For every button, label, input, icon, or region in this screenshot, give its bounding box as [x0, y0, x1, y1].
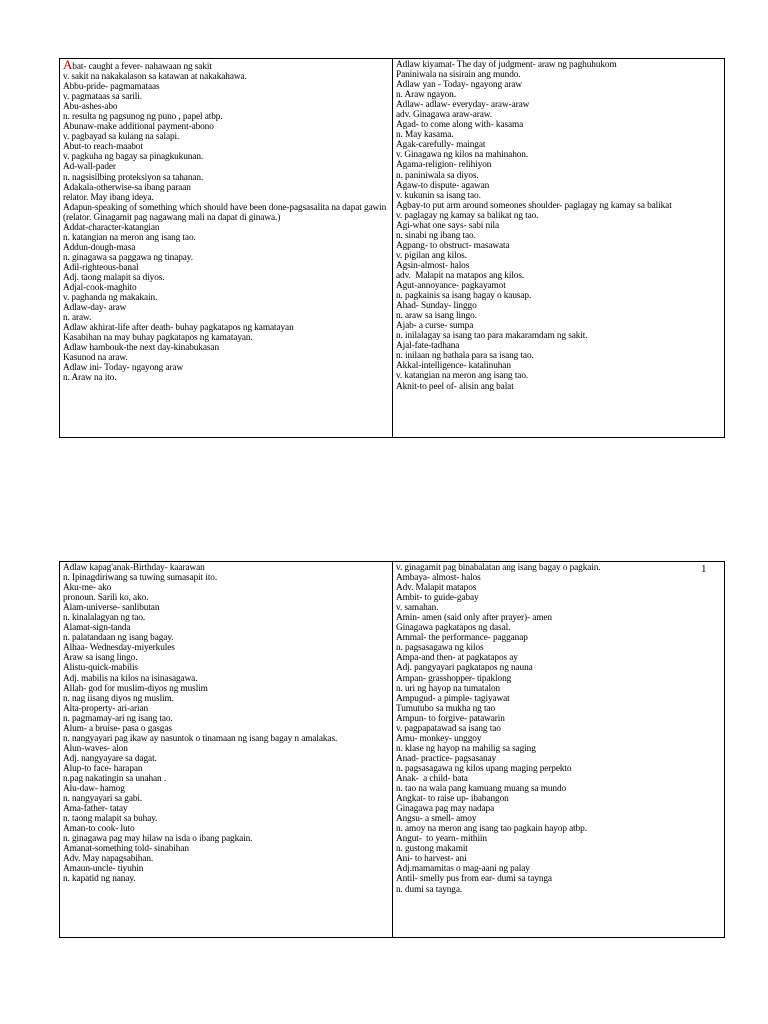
dictionary-entry-line: Adlaw- adlaw- everyday- araw-araw: [396, 100, 530, 111]
dictionary-entry-line: Adj. nangyayare sa dagat.: [63, 753, 157, 764]
drop-cap: A: [63, 59, 73, 72]
dictionary-entry-line: Alamat-sign-tanda: [63, 623, 131, 634]
dictionary-entry-line: Adv. May napagsabihan.: [63, 854, 154, 865]
dictionary-entry-line: Alun-waves- alon: [63, 743, 128, 754]
dictionary-entry-line: Ambit- to guide-gabay: [396, 593, 479, 604]
dictionary-entry-line: v. kukunin sa isang tao.: [396, 190, 481, 201]
dictionary-entry-line: Agbay-to put arm around someones shoulder- paglagay ng kamay sa balikat: [396, 200, 672, 211]
dictionary-entry-line: Agaw-to dispute- agawan: [396, 180, 490, 191]
dictionary-entry-line: n. uri ng hayop na tumatalon: [396, 683, 501, 694]
dictionary-entry-line: n. araw.: [63, 313, 92, 324]
page-number: 1: [701, 563, 707, 575]
dictionary-entry-line: Adlaw kiyamat- The day of judgment- araw ng paghuhukom: [396, 60, 617, 70]
dictionary-entry-line: Allah- god for muslim-diyos ng muslim: [63, 683, 208, 694]
dictionary-entry-line: Tumutubo sa mukha ng tao: [396, 703, 496, 714]
dictionary-entry-line: Adv. Malapit matapos: [396, 583, 477, 594]
dictionary-entry-line: n. amoy na meron ang isang tao pagkain hayop atbp.: [396, 824, 587, 835]
dictionary-entry-line: Paniniwala na sisirain ang mundo.: [396, 70, 521, 81]
dictionary-entry-line: Alu-daw- hamog: [63, 784, 125, 795]
dictionary-entry-line: n.pag nakatingin sa unahan .: [63, 773, 167, 784]
dictionary-entry-line: Abut-to reach-maabot: [63, 142, 143, 153]
table2-left-column: [60, 562, 392, 937]
dictionary-entry-line: n. dumi sa taynga.: [396, 884, 463, 895]
dictionary-entry-line: Adapun-speaking of something which should have been done-pagsasalita na dapat gawin (relator. Ginagamit pag nagawang mali na dapat di ginawa.): [63, 202, 387, 223]
dictionary-entry-line: Ampa-and then- at pagkatapos ay: [396, 653, 518, 664]
dictionary-entry-line: Addat-character-katangian: [63, 222, 160, 233]
dictionary-entry-line: Alhaa- Wednesday-miyerkules: [63, 643, 175, 654]
dictionary-entry-line: n. pagkainis sa isang bagay o kausap.: [396, 291, 532, 302]
dictionary-entry-line: Aku-me- ako: [63, 583, 112, 594]
dictionary-entry-line: v. paghanda ng makakain.: [63, 293, 158, 304]
dictionary-entry-line: Adlaw akhirat-life after death- buhay pagkatapos ng kamatayan: [63, 323, 294, 334]
dictionary-entry-line: n. tao na wala pang kamuang muang sa mundo: [396, 784, 567, 795]
dictionary-entry-line: n. pagsasagawa ng kilos upang maging perpekto: [396, 763, 572, 774]
dictionary-entry-line: Amaun-uncle- tiyuhin: [63, 864, 144, 875]
dictionary-entry-line: Ginagawa pag may nadapa: [396, 804, 495, 815]
dictionary-entry-line: n. nangyayari sa gabi.: [63, 794, 143, 805]
dictionary-entry-line: v. katangian na meron ang isang tao.: [396, 371, 529, 382]
dictionary-entry-line: n. sinabi ng ibang tao.: [396, 230, 476, 241]
dictionary-entry-line: v. paglagay ng kamay sa balikat ng tao.: [396, 210, 539, 221]
dictionary-entry-line: n. resulta ng pagsunog ng puno , papel atbp.: [63, 112, 223, 123]
dictionary-table-2: [59, 561, 725, 938]
dictionary-entry-line: n. Araw ngayon.: [396, 90, 456, 101]
dictionary-entry-line: Agut-annoyance- pagkayamot: [396, 281, 506, 292]
dictionary-entry-line: Agad- to come along with- kasama: [396, 120, 524, 131]
dictionary-entry-line: Agama-religion- relihiyon: [396, 160, 492, 171]
dictionary-entry-line: v. samahan.: [396, 603, 439, 614]
dictionary-entry-line: n. gustong makamit: [396, 844, 468, 855]
dictionary-entry-line: n. palatandaan ng isang bagay.: [63, 633, 174, 644]
dictionary-entry-line: Amanat-something told- sinabihan: [63, 844, 189, 855]
dictionary-entry-line: Kasunod na araw.: [63, 353, 128, 364]
dictionary-entry-line: Adakala-otherwise-sa ibang paraan: [63, 182, 191, 193]
dictionary-entry-line: n. araw sa isang lingo.: [396, 311, 477, 322]
dictionary-entry-line: n. katangian na meron ang isang tao.: [63, 232, 196, 243]
dictionary-entry-line: Ammal- the performance- pagganap: [396, 633, 528, 644]
dictionary-entry-line: v. pagkuha ng bagay sa pinagkukunan.: [63, 152, 204, 163]
table1-right-column: [392, 59, 724, 437]
dictionary-entry-line: Ama-father- tatay: [63, 804, 128, 815]
dictionary-entry-line: Akkal-intelligence- katalinuhan: [396, 361, 511, 372]
dictionary-entry-line: Adj.mamamitas o mag-aani ng palay: [396, 864, 530, 875]
dictionary-entry-line: n. May kasama.: [396, 130, 454, 141]
dictionary-entry-line: v. sakit na nakakalason sa katawan at nakakahawa.: [63, 72, 247, 83]
dictionary-entry-line: Antil- smelly pus from ear- dumi sa taynga: [396, 874, 552, 885]
dictionary-entry-line: Adlaw hambouk-the next day-kinabukasan: [63, 343, 220, 354]
dictionary-entry-line: v. pagpapatawad sa isang tao: [396, 723, 501, 734]
dictionary-entry-line: Ajab- a curse- sumpa: [396, 321, 474, 332]
table2-right-column: [392, 562, 724, 937]
dictionary-entry-line: Alta-property- ari-arian: [63, 703, 149, 714]
dictionary-entry-line: n. paniniwala sa diyos.: [396, 170, 479, 181]
dictionary-entry-line: Adj. mabilis na kilos na isinasagawa.: [63, 673, 198, 684]
dictionary-entry-line: Alum- a bruise- pasa o gasgas: [63, 723, 172, 734]
dictionary-entry-line: v. Ginagawa ng kilos na mahinahon.: [396, 150, 529, 161]
dictionary-entry-line: Ambaya- almost- halos: [396, 573, 481, 584]
dictionary-entry-line: Adjal-cook-maghito: [63, 283, 137, 294]
dictionary-entry-line: adv. Malapit na matapos ang kilos.: [396, 270, 525, 281]
dictionary-entry-line: Aman-to cook- luto: [63, 824, 135, 835]
dictionary-entry-line: n. nag iisang diyos ng muslim.: [63, 693, 174, 704]
dictionary-entry-line: Alam-universe- sanlibutan: [63, 603, 160, 614]
dictionary-entry-line: Adj. pangyayari pagkatapos ng nauna: [396, 663, 533, 674]
dictionary-entry-line: Agpang- to obstruct- masawata: [396, 240, 510, 251]
dictionary-entry-line: Ani- to harvest- ani: [396, 854, 467, 865]
dictionary-entry-line: n. kapatid ng nanay.: [63, 874, 136, 885]
dictionary-entry-line: Alup-to face- harapan: [63, 763, 143, 774]
dictionary-entry-line: Adlaw kapag'anak-Birthday- kaarawan: [63, 563, 205, 573]
dictionary-entry-line: n. pagmamay-ari ng isang tao.: [63, 713, 173, 724]
dictionary-entry-line: Angkat- to raise up- ibabangon: [396, 794, 509, 805]
dictionary-entry-line: Ad-wall-pader: [63, 162, 116, 173]
dictionary-entry-line: Ampun- to forgive- patawarin: [396, 713, 505, 724]
dictionary-entry-line: pronoun. Sarili ko, ako.: [63, 593, 149, 604]
dictionary-entry-line: Ampan- grasshopper- tipaklong: [396, 673, 512, 684]
dictionary-entry-line: Araw sa isang lingo.: [63, 653, 138, 664]
dictionary-entry-line: Angsu- a smell- amoy: [396, 814, 477, 825]
dictionary-entry-line: Adil-righteous-banal: [63, 262, 139, 273]
dictionary-entry-line: n. kinalalagyan ng tao.: [63, 613, 146, 624]
dictionary-entry-line: Adlaw-day- araw: [63, 303, 127, 314]
dictionary-entry-line: Agak-carefully- maingat: [396, 140, 486, 151]
dictionary-entry-line: Adj. taong malapit sa diyos.: [63, 272, 165, 283]
dictionary-entry-line: n. taong malapit sa buhay.: [63, 814, 158, 825]
dictionary-entry-line: Angut- to yearn- mithiin: [396, 834, 487, 845]
dictionary-entry-line: Addun-dough-masa: [63, 242, 136, 253]
dictionary-entry-line: n. klase ng hayop na mahilig sa saging: [396, 743, 536, 754]
dictionary-entry-line: Alistu-quick-mabilis: [63, 663, 138, 674]
dictionary-entry-line: v. pagbayad sa kulang na salapi.: [63, 132, 180, 143]
dictionary-entry-line: Ampugud- a pimple- tagiyawat: [396, 693, 510, 704]
dictionary-entry-line: n. inilalagay sa isang tao para makaramdam ng sakit.: [396, 331, 588, 342]
first-entry-rest: bat- caught a fever- nahawaan ng sakit: [72, 62, 212, 72]
dictionary-table-1: [59, 58, 725, 438]
dictionary-entry-line: Adlaw yan - Today- ngayong araw: [396, 80, 522, 91]
dictionary-entry-line: Aknit-to peel of- alisin ang balat: [396, 381, 514, 392]
dictionary-entry-line: n. pagsasagawa ng kilos: [396, 643, 484, 654]
dictionary-entry-line: relator. May ibang ideya.: [63, 192, 154, 203]
dictionary-entry-line: Ahad- Sunday- linggo: [396, 301, 477, 312]
dictionary-entry-line: n. nagsisilbing proteksiyon sa tahanan.: [63, 172, 204, 183]
dictionary-entry-line: Abunaw-make additional payment-abono: [63, 122, 214, 133]
dictionary-entry-line: [63, 60, 389, 72]
table1-left-column: [60, 59, 392, 437]
dictionary-entry-line: v. pagmataas sa sarili.: [63, 92, 142, 103]
dictionary-entry-line: Agi-what one says- sabi nila: [396, 220, 500, 231]
dictionary-entry-line: Abbu-pride- pagmamataas: [63, 82, 160, 93]
dictionary-entry-line: Abu-ashes-abo: [63, 102, 118, 113]
dictionary-entry-line: Amu- monkey- unggoy: [396, 733, 482, 744]
dictionary-entry-line: Amin- amen (said only after prayer)- amen: [396, 613, 552, 624]
dictionary-entry-line: Anak- a child- bata: [396, 773, 468, 784]
dictionary-entry-line: Adlaw ini- Today- ngayong araw: [63, 363, 184, 374]
dictionary-entry-line: n. Araw na ito.: [63, 373, 117, 384]
dictionary-entry-line: Ginagawa pagkatapos ng dasal.: [396, 623, 511, 634]
dictionary-entry-line: adv. Ginagawa araw-araw.: [396, 110, 493, 121]
dictionary-entry-line: v. pigilan ang kilos.: [396, 250, 467, 261]
dictionary-entry-line: n. ginagawa pag may hilaw na isda o ibang pagkain.: [63, 834, 253, 845]
dictionary-entry-line: v. ginagamit pag binabalatan ang isang bagay o pagkain.: [396, 563, 601, 573]
dictionary-entry-line: n. ginagawa sa paggawa ng tinapay.: [63, 252, 193, 263]
dictionary-entry-line: Agsin-almost- halos: [396, 260, 470, 271]
dictionary-entry-line: n. nangyayari pag ikaw ay nasuntok o tinamaan ng isang bagay n amalakas.: [63, 733, 338, 744]
dictionary-entry-line: Ajal-fate-tadhana: [396, 341, 460, 352]
dictionary-entry-line: Kasabihan na may buhay pagkatapos ng kamatayan.: [63, 333, 253, 344]
dictionary-entry-line: Anad- practice- pagsasanay: [396, 753, 497, 764]
dictionary-entry-line: n. Ipinagdiriwang sa tuwing sumasapit ito.: [63, 573, 218, 584]
dictionary-entry-line: n. inilaan ng bathala para sa isang tao.: [396, 351, 534, 362]
